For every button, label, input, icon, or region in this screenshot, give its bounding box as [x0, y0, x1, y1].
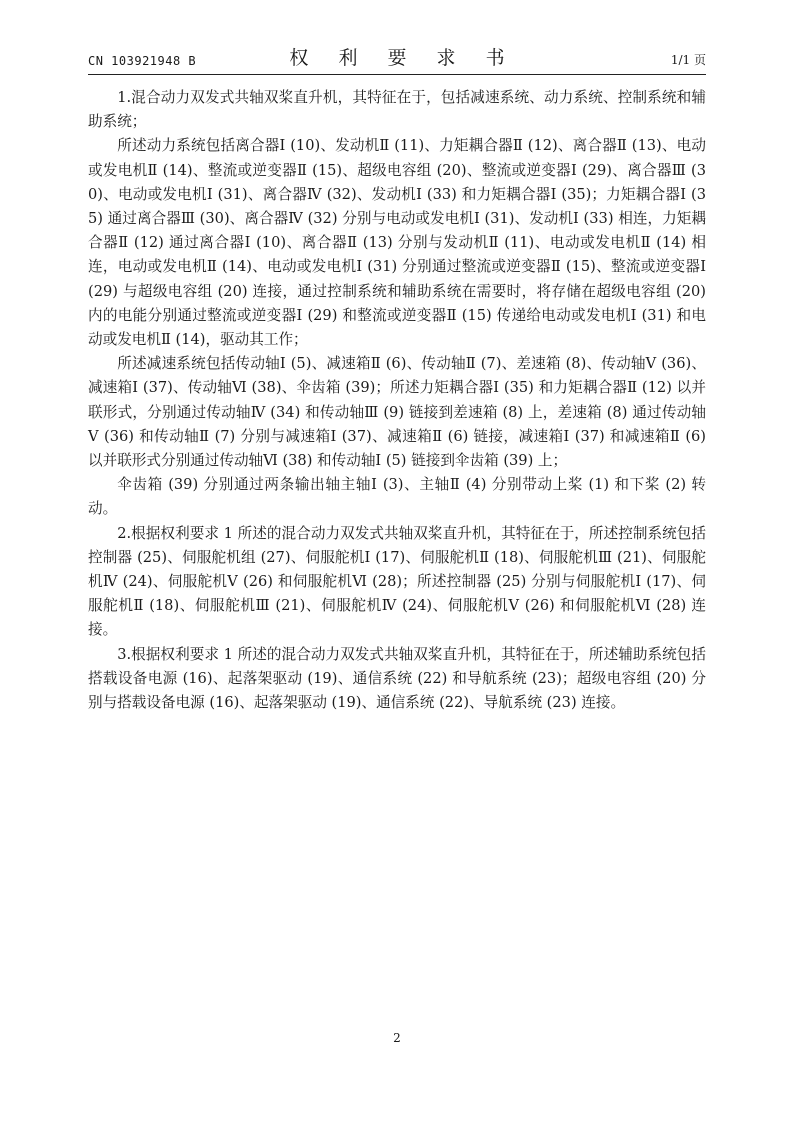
claim-1-reduction-system: 所述减速系统包括传动轴Ⅰ (5)、减速箱Ⅱ (6)、传动轴Ⅱ (7)、差速箱 (8)、传动轴Ⅴ (36)、减速箱Ⅰ (37)、传动轴Ⅵ (38)、伞齿箱 (39)；所述力矩耦合器Ⅰ (35) 和力矩耦合器Ⅱ (12) 以并联形式，分别通过传动轴Ⅳ (34) 和传动轴Ⅲ (9) 链接到差速箱 (8) 上，差速箱 (8) 通过传动轴Ⅴ (36) 和传动轴Ⅱ (7) 分别与减速箱Ⅰ (37)、减速箱Ⅱ (6) 链接，减速箱Ⅰ (37) 和减速箱Ⅱ (6) 以并联形式分别通过传动轴Ⅵ (38) 和传动轴Ⅰ (5) 链接到伞齿箱 (39) 上； [88, 355, 706, 470]
claim-3: 3.根据权利要求 1 所述的混合动力双发式共轴双桨直升机，其特征在于，所述辅助系统包括搭载设备电源 (16)、起落架驱动 (19)、通信系统 (22) 和导航系统 (23)；超级电容组 (20) 分别与搭载设备电源 (16)、起落架驱动 (19)、通信系统 (22)、导航系统 (23) 连接。 [88, 645, 706, 712]
claim-1-bevel-gearbox: 伞齿箱 (39) 分别通过两条输出轴主轴Ⅰ (3)、主轴Ⅱ (4) 分别带动上桨 (1) 和下桨 (2) 转动。 [88, 476, 706, 518]
page-number: 2 [393, 1031, 401, 1045]
claim-1-power-system: 所述动力系统包括离合器Ⅰ (10)、发动机Ⅱ (11)、力矩耦合器Ⅱ (12)、离合器Ⅱ (13)、电动或发电机Ⅱ (14)、整流或逆变器Ⅱ (15)、超级电容组 (20)、整流或逆变器Ⅰ (29)、离合器Ⅲ (30)、电动或发电机Ⅰ (31)、离合器Ⅳ (32)、发动机Ⅰ (33) 和力矩耦合器Ⅰ (35)；力矩耦合器Ⅰ (35) 通过离合器Ⅲ (30)、离合器Ⅳ (32) 分别与电动或发电机Ⅰ (31)、发动机Ⅰ (33) 相连，力矩耦合器Ⅱ (12) 通过离合器Ⅰ (10)、离合器Ⅱ (13) 分别与发动机Ⅱ (11)、电动或发电机Ⅱ (14) 相连，电动或发电机Ⅱ (14)、电动或发电机Ⅰ (31) 分别通过整流或逆变器Ⅱ (15)、整流或逆变器Ⅰ (29) 与超级电容组 (20) 连接，通过控制系统和辅助系统在需要时，将存储在超级电容组 (20) 内的电能分别通过整流或逆变器Ⅰ (29) 和整流或逆变器Ⅱ (15) 传递给电动或发电机Ⅰ (31) 和电动或发电机Ⅱ (14)，驱动其工作； [88, 137, 706, 349]
claim-2: 2.根据权利要求 1 所述的混合动力双发式共轴双桨直升机，其特征在于，所述控制系统包括控制器 (25)、伺服舵机组 (27)、伺服舵机Ⅰ (17)、伺服舵机Ⅱ (18)、伺服舵机Ⅲ (21)、伺服舵机Ⅳ (24)、伺服舵机Ⅴ (26) 和伺服舵机Ⅵ (28)；所述控制器 (25) 分别与伺服舵机Ⅰ (17)、伺服舵机Ⅱ (18)、伺服舵机Ⅲ (21)、伺服舵机Ⅳ (24)、伺服舵机Ⅴ (26) 和伺服舵机Ⅵ (28) 连接。 [88, 524, 706, 639]
document-title: 权 利 要 求 书 [289, 47, 517, 69]
page-count: 1/1 页 [670, 53, 706, 67]
page-header [88, 44, 706, 75]
claims-body [88, 86, 706, 715]
claim-1-preamble: 1.混合动力双发式共轴双桨直升机，其特征在于，包括减速系统、动力系统、控制系统和辅助系统； [88, 89, 706, 131]
patent-number: CN 103921948 B [88, 54, 197, 68]
